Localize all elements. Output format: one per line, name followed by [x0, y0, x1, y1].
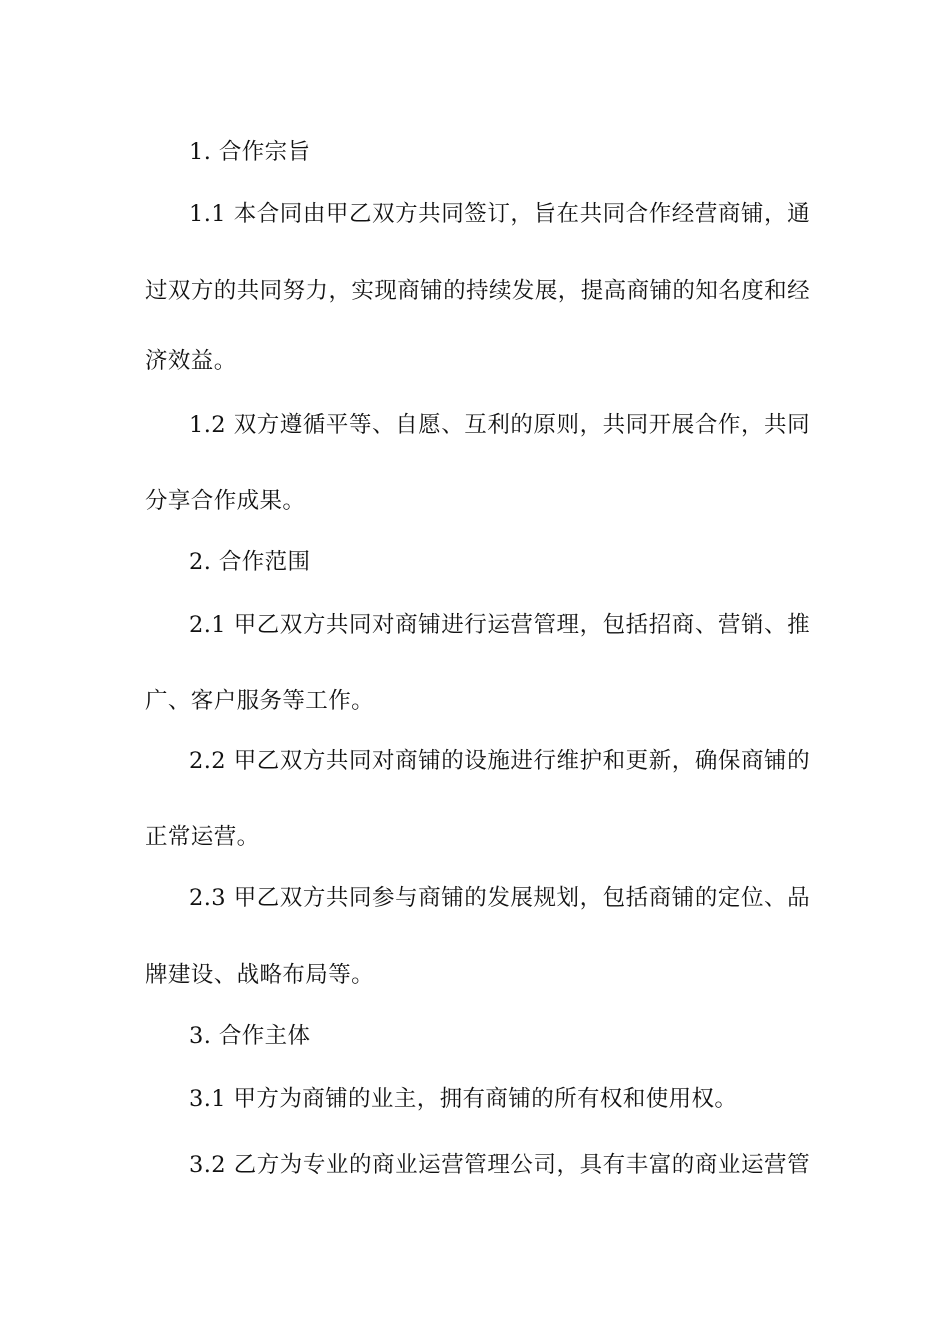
paragraph-line: 3.1 甲方为商铺的业主，拥有商铺的所有权和使用权。	[189, 1086, 738, 1112]
paragraph-line: 牌建设、战略布局等。	[145, 962, 375, 988]
paragraph-line: 1.2 双方遵循平等、自愿、互利的原则，共同开展合作，共同	[189, 412, 810, 438]
paragraph-line: 2.2 甲乙双方共同对商铺的设施进行维护和更新，确保商铺的	[189, 748, 810, 774]
section-heading: 2. 合作范围	[189, 549, 311, 575]
paragraph-line: 3.2 乙方为专业的商业运营管理公司，具有丰富的商业运营管	[189, 1152, 810, 1178]
paragraph-line: 过双方的共同努力，实现商铺的持续发展，提高商铺的知名度和经	[145, 278, 810, 304]
paragraph-line: 广、客户服务等工作。	[145, 688, 375, 714]
paragraph-line: 2.3 甲乙双方共同参与商铺的发展规划，包括商铺的定位、品	[189, 885, 810, 911]
paragraph-line: 1.1 本合同由甲乙双方共同签订，旨在共同合作经营商铺，通	[189, 201, 810, 227]
section-heading: 3. 合作主体	[189, 1023, 311, 1049]
section-heading: 1. 合作宗旨	[189, 139, 311, 165]
paragraph-line: 正常运营。	[145, 824, 260, 850]
paragraph-line: 分享合作成果。	[145, 488, 306, 514]
paragraph-line: 2.1 甲乙双方共同对商铺进行运营管理，包括招商、营销、推	[189, 612, 810, 638]
paragraph-line: 济效益。	[145, 348, 237, 374]
